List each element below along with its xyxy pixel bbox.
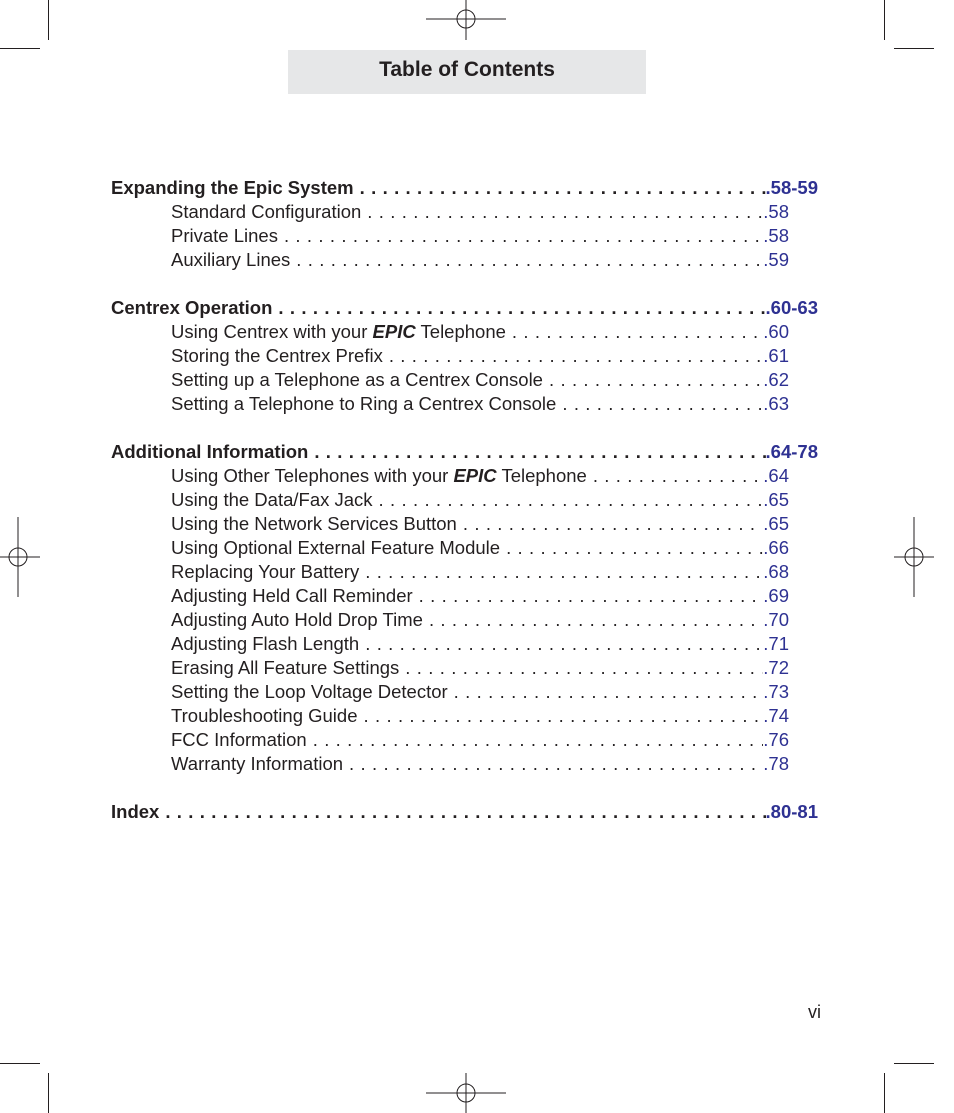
toc-page-ref: .71	[763, 633, 789, 654]
toc-page-ref: .74	[763, 705, 789, 726]
toc-section-label: Expanding the Epic System	[111, 177, 354, 198]
dot-leader	[365, 632, 763, 656]
toc-entry-label: Adjusting Flash Length	[171, 633, 360, 654]
toc-page-ref: .78	[763, 753, 789, 774]
dot-leader	[349, 752, 763, 776]
toc-entry-label: Using Other Telephones with your EPIC Telephone	[171, 465, 587, 486]
crop-mark	[884, 1073, 885, 1113]
toc-page-ref: .60-63	[765, 297, 818, 318]
toc-entry-label: Setting the Loop Voltage Detector	[171, 681, 448, 702]
toc-entry[interactable]	[111, 680, 789, 704]
toc-entry-label: Private Lines	[171, 225, 278, 246]
crop-mark	[894, 1063, 934, 1064]
toc-entry-label: Storing the Centrex Prefix	[171, 345, 383, 366]
crop-mark	[48, 0, 49, 40]
toc-entry[interactable]	[111, 368, 789, 392]
dot-leader	[278, 296, 765, 320]
toc-entry[interactable]	[111, 488, 789, 512]
dot-leader	[429, 608, 763, 632]
toc-entry-label: Adjusting Held Call Reminder	[171, 585, 413, 606]
crop-mark	[0, 48, 40, 49]
toc-section-centrex[interactable]	[111, 296, 818, 320]
registration-mark-icon	[446, 0, 486, 40]
toc-section-label: Centrex Operation	[111, 297, 273, 318]
toc-entry[interactable]	[111, 512, 789, 536]
toc-section-label: Additional Information	[111, 441, 309, 462]
toc-entry[interactable]	[111, 704, 789, 728]
dot-leader	[313, 728, 764, 752]
dot-leader	[512, 320, 763, 344]
toc-entry[interactable]	[111, 344, 789, 368]
dot-leader	[389, 344, 763, 368]
toc-entry-label: Auxiliary Lines	[171, 249, 291, 270]
toc-entry-label: Erasing All Feature Settings	[171, 657, 400, 678]
toc-page-ref: .68	[763, 561, 789, 582]
dot-leader	[365, 560, 763, 584]
dot-leader	[367, 200, 763, 224]
toc-entry-label: Using Centrex with your EPIC Telephone	[171, 321, 506, 342]
toc-page-ref: .58	[763, 225, 789, 246]
toc-page-ref: .61	[763, 345, 789, 366]
toc-page-ref: .62	[763, 369, 789, 390]
toc-page-ref: .58	[763, 201, 789, 222]
toc-page-ref: .64-78	[765, 441, 818, 462]
toc-entry-label: Adjusting Auto Hold Drop Time	[171, 609, 423, 630]
toc-entry-label: FCC Information	[171, 729, 307, 750]
page-number: vi	[808, 1002, 821, 1022]
toc-entry[interactable]	[111, 200, 789, 224]
toc-entry[interactable]	[111, 224, 789, 248]
toc-page-ref: .63	[763, 393, 789, 414]
toc-entry[interactable]	[111, 584, 789, 608]
dot-leader	[419, 584, 764, 608]
toc-section-expanding[interactable]	[111, 176, 818, 200]
dot-leader	[364, 704, 764, 728]
toc-page-ref: .70	[763, 609, 789, 630]
toc-page-ref: .64	[763, 465, 789, 486]
table-of-contents	[111, 176, 818, 824]
toc-entry[interactable]	[111, 248, 789, 272]
toc-entry[interactable]	[111, 320, 789, 344]
crop-mark	[48, 1073, 49, 1113]
toc-entry[interactable]	[111, 656, 789, 680]
epic-brand: EPIC	[453, 465, 497, 486]
page-title: Table of Contents	[379, 58, 555, 81]
dot-leader	[360, 176, 766, 200]
toc-entry[interactable]	[111, 560, 789, 584]
toc-page-ref: .60	[763, 321, 789, 342]
toc-entry-label: Troubleshooting Guide	[171, 705, 358, 726]
toc-entry-label: Setting up a Telephone as a Centrex Console	[171, 369, 543, 390]
toc-page-ref: .80-81	[765, 801, 818, 822]
dot-leader	[549, 368, 763, 392]
registration-vline	[17, 517, 19, 597]
toc-entry-label: Warranty Information	[171, 753, 344, 774]
toc-entry[interactable]	[111, 632, 789, 656]
toc-page-ref: .59	[763, 249, 789, 270]
toc-page-ref: .69	[763, 585, 789, 606]
dot-leader	[314, 440, 765, 464]
toc-page-ref: .65	[763, 513, 789, 534]
toc-page-ref: .72	[763, 657, 789, 678]
toc-section-label: Index	[111, 801, 160, 822]
title-banner	[288, 50, 646, 94]
epic-brand: EPIC	[372, 321, 416, 342]
registration-vline	[913, 517, 915, 597]
toc-page-ref: .76	[763, 729, 789, 750]
toc-page-ref: .65	[763, 489, 789, 510]
toc-entry[interactable]	[111, 536, 789, 560]
toc-entry[interactable]	[111, 392, 789, 416]
dot-leader	[454, 680, 764, 704]
dot-leader	[506, 536, 763, 560]
toc-page-ref: .58-59	[765, 177, 818, 198]
toc-entry-label: Using the Network Services Button	[171, 513, 457, 534]
registration-hline	[426, 1092, 506, 1094]
crop-mark	[884, 0, 885, 40]
toc-entry-label: Setting a Telephone to Ring a Centrex Console	[171, 393, 557, 414]
dot-leader	[379, 488, 764, 512]
registration-mark-icon	[0, 537, 40, 577]
toc-entry-label: Using the Data/Fax Jack	[171, 489, 373, 510]
dot-leader	[165, 800, 765, 824]
toc-entry-label: Using Optional External Feature Module	[171, 537, 501, 558]
toc-entry[interactable]	[111, 728, 789, 752]
toc-entry-label: Standard Configuration	[171, 201, 362, 222]
registration-hline	[426, 18, 506, 20]
toc-page-ref: .66	[763, 537, 789, 558]
toc-section-additional[interactable]	[111, 440, 818, 464]
dot-leader	[562, 392, 763, 416]
toc-entry-label: Replacing Your Battery	[171, 561, 360, 582]
dot-leader	[463, 512, 763, 536]
toc-section-index[interactable]	[111, 800, 818, 824]
toc-entry[interactable]	[111, 752, 789, 776]
toc-entry[interactable]	[111, 608, 789, 632]
toc-page-ref: .73	[763, 681, 789, 702]
toc-entry[interactable]	[111, 464, 789, 488]
dot-leader	[405, 656, 763, 680]
crop-mark	[894, 48, 934, 49]
dot-leader	[284, 224, 763, 248]
dot-leader	[296, 248, 763, 272]
dot-leader	[593, 464, 763, 488]
crop-mark	[0, 1063, 40, 1064]
